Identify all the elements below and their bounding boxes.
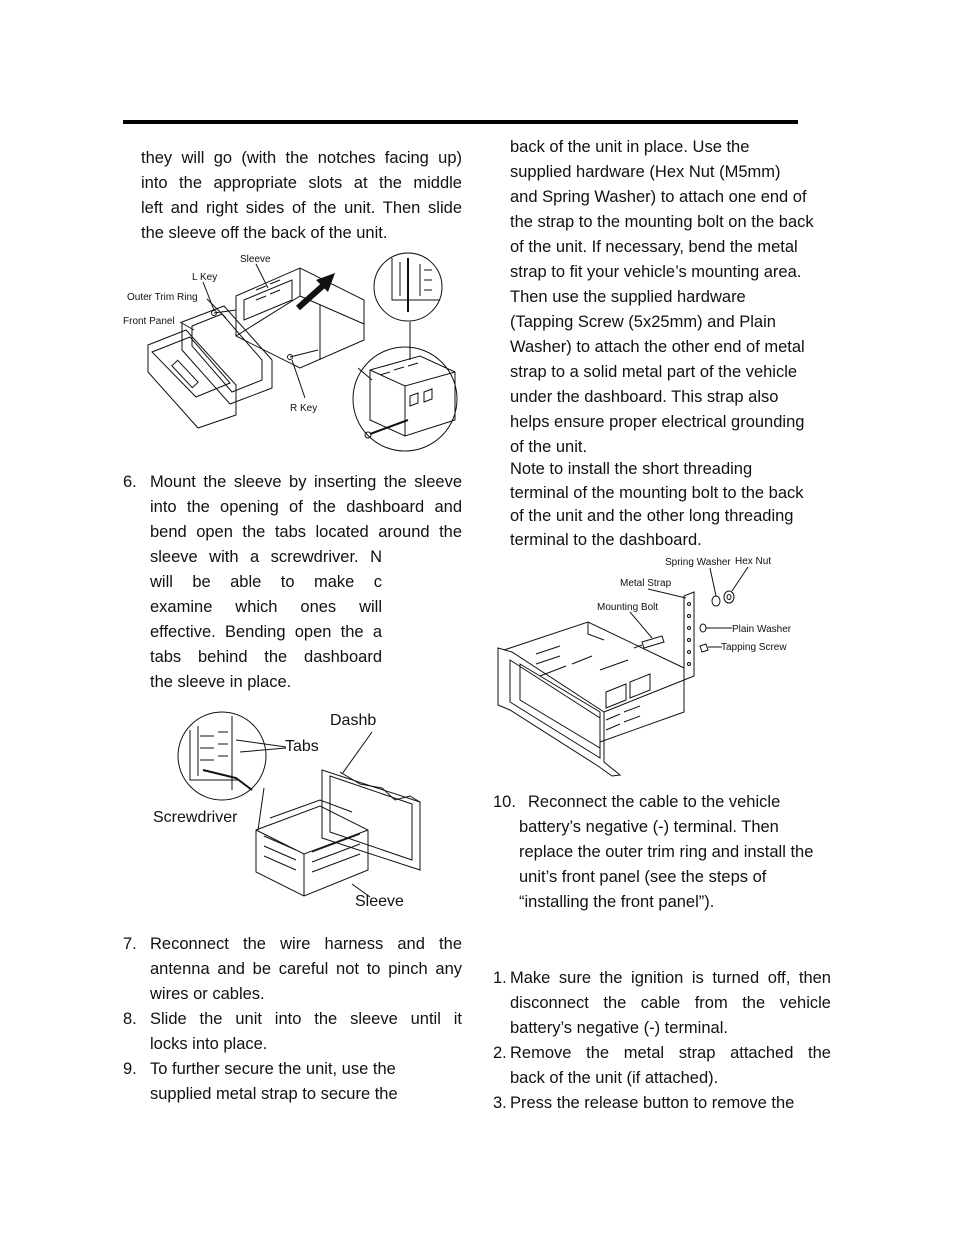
text-line: Note to install the short threading (510, 460, 753, 478)
text-line: under the dashboard. This strap also (510, 388, 779, 406)
step-number: 3. (493, 1094, 507, 1112)
text-line: bend open the tabs located around the (150, 523, 462, 541)
text-line: wires or cables. (150, 985, 265, 1003)
step-10-text (519, 790, 831, 915)
label-plain-washer: Plain Washer (732, 624, 792, 635)
step-number: 10. (493, 793, 516, 811)
step-number: 8. (123, 1010, 137, 1028)
text-line: helps ensure proper electrical grounding (510, 413, 805, 431)
step-number: 6. (123, 473, 137, 491)
text-line: into the appropriate slots at the middle (141, 174, 462, 192)
label-front-panel: Front Panel (123, 316, 175, 327)
label-hex-nut: Hex Nut (735, 556, 772, 567)
label-sleeve: Sleeve (240, 254, 271, 265)
text-line: left and right sides of the unit. Then slide (141, 199, 462, 217)
text-line: “installing the front panel”). (519, 893, 715, 911)
text-line: battery’s negative (-) terminal. (510, 1019, 728, 1037)
label-screwdriver: Screwdriver (153, 809, 238, 826)
text-line: of the unit and the other long threading (510, 507, 794, 525)
text-line: Washer) to attach the other end of metal (510, 338, 805, 356)
text-line: Remove the metal strap attached the (510, 1044, 831, 1062)
label-tabs: Tabs (285, 738, 319, 755)
step-number: 2. (493, 1044, 507, 1062)
label-tapping-screw: Tapping Screw (721, 642, 787, 653)
text-line: of the unit. If necessary, bend the metal (510, 238, 798, 256)
text-line: Reconnect the cable to the vehicle (528, 793, 781, 811)
step-number: 7. (123, 935, 137, 953)
text-line: To further secure the unit, use the (150, 1060, 396, 1078)
label-spring-washer: Spring Washer (665, 557, 731, 568)
text-line: Mount the sleeve by inserting the sleeve (150, 473, 462, 491)
text-line: the sleeve in place. (150, 673, 292, 691)
text-line: tabs behind the dashboard (150, 648, 382, 666)
text-line: of the unit. (510, 438, 588, 456)
text-line: back of the unit (if attached). (510, 1069, 719, 1087)
text-line: strap to a solid metal part of the vehicle (510, 363, 798, 381)
removal-step-3-text (510, 1091, 831, 1116)
label-outer-trim-ring: Outer Trim Ring (127, 292, 198, 303)
text-line: examine which ones will (150, 598, 382, 616)
text-line: antenna and be careful not to pinch any (150, 960, 462, 978)
label-r-key: R Key (290, 403, 318, 414)
text-line: disconnect the cable from the vehicle (510, 994, 831, 1012)
text-line: locks into place. (150, 1035, 268, 1053)
label-mounting-bolt: Mounting Bolt (597, 602, 659, 613)
text-line: Reconnect the wire harness and the (150, 935, 462, 953)
label-metal-strap: Metal Strap (620, 578, 672, 589)
text-line: Slide the unit into the sleeve until it (150, 1010, 462, 1028)
text-line: supplied metal strap to secure the (150, 1085, 398, 1103)
text-line: Then use the supplied hardware (510, 288, 746, 306)
removal-step-2-text (510, 1041, 831, 1091)
removal-step-1-text (510, 966, 831, 1041)
text-line: Press the release button to remove the (510, 1094, 795, 1112)
text-line: will be able to make c (150, 573, 382, 591)
text-line: and Spring Washer) to attach one end of (510, 188, 807, 206)
text-line: supplied hardware (Hex Nut (M5mm) (510, 163, 781, 181)
text-line: unit’s front panel (see the steps of (519, 868, 767, 886)
text-line: replace the outer trim ring and install the (519, 843, 814, 861)
text-line: strap to fit your vehicle’s mounting area. (510, 263, 802, 281)
text-line: into the opening of the dashboard and (150, 498, 462, 516)
text-line: they will go (with the notches facing up) (141, 149, 462, 167)
text-line: battery’s negative (-) terminal. Then (519, 818, 779, 836)
step-number: 9. (123, 1060, 137, 1078)
text-line: the strap to the mounting bolt on the back (510, 213, 814, 231)
label-dashboard: Dashb (330, 712, 377, 729)
text-line: effective. Bending open the a (150, 623, 382, 641)
text-line: (Tapping Screw (5x25mm) and Plain (510, 313, 776, 331)
text-line: Make sure the ignition is turned off, then (510, 969, 831, 987)
text-line: terminal to the dashboard. (510, 530, 702, 549)
label-l-key: L Key (192, 272, 218, 283)
text-line: sleeve with a screwdriver. N (150, 548, 382, 566)
text-line: terminal of the mounting bolt to the back (510, 483, 804, 502)
step-number: 1. (493, 969, 507, 987)
text-line: back of the unit in place. Use the (510, 138, 750, 156)
text-line: the sleeve off the back of the unit. (141, 224, 388, 242)
label-sleeve-2: Sleeve (355, 893, 404, 910)
